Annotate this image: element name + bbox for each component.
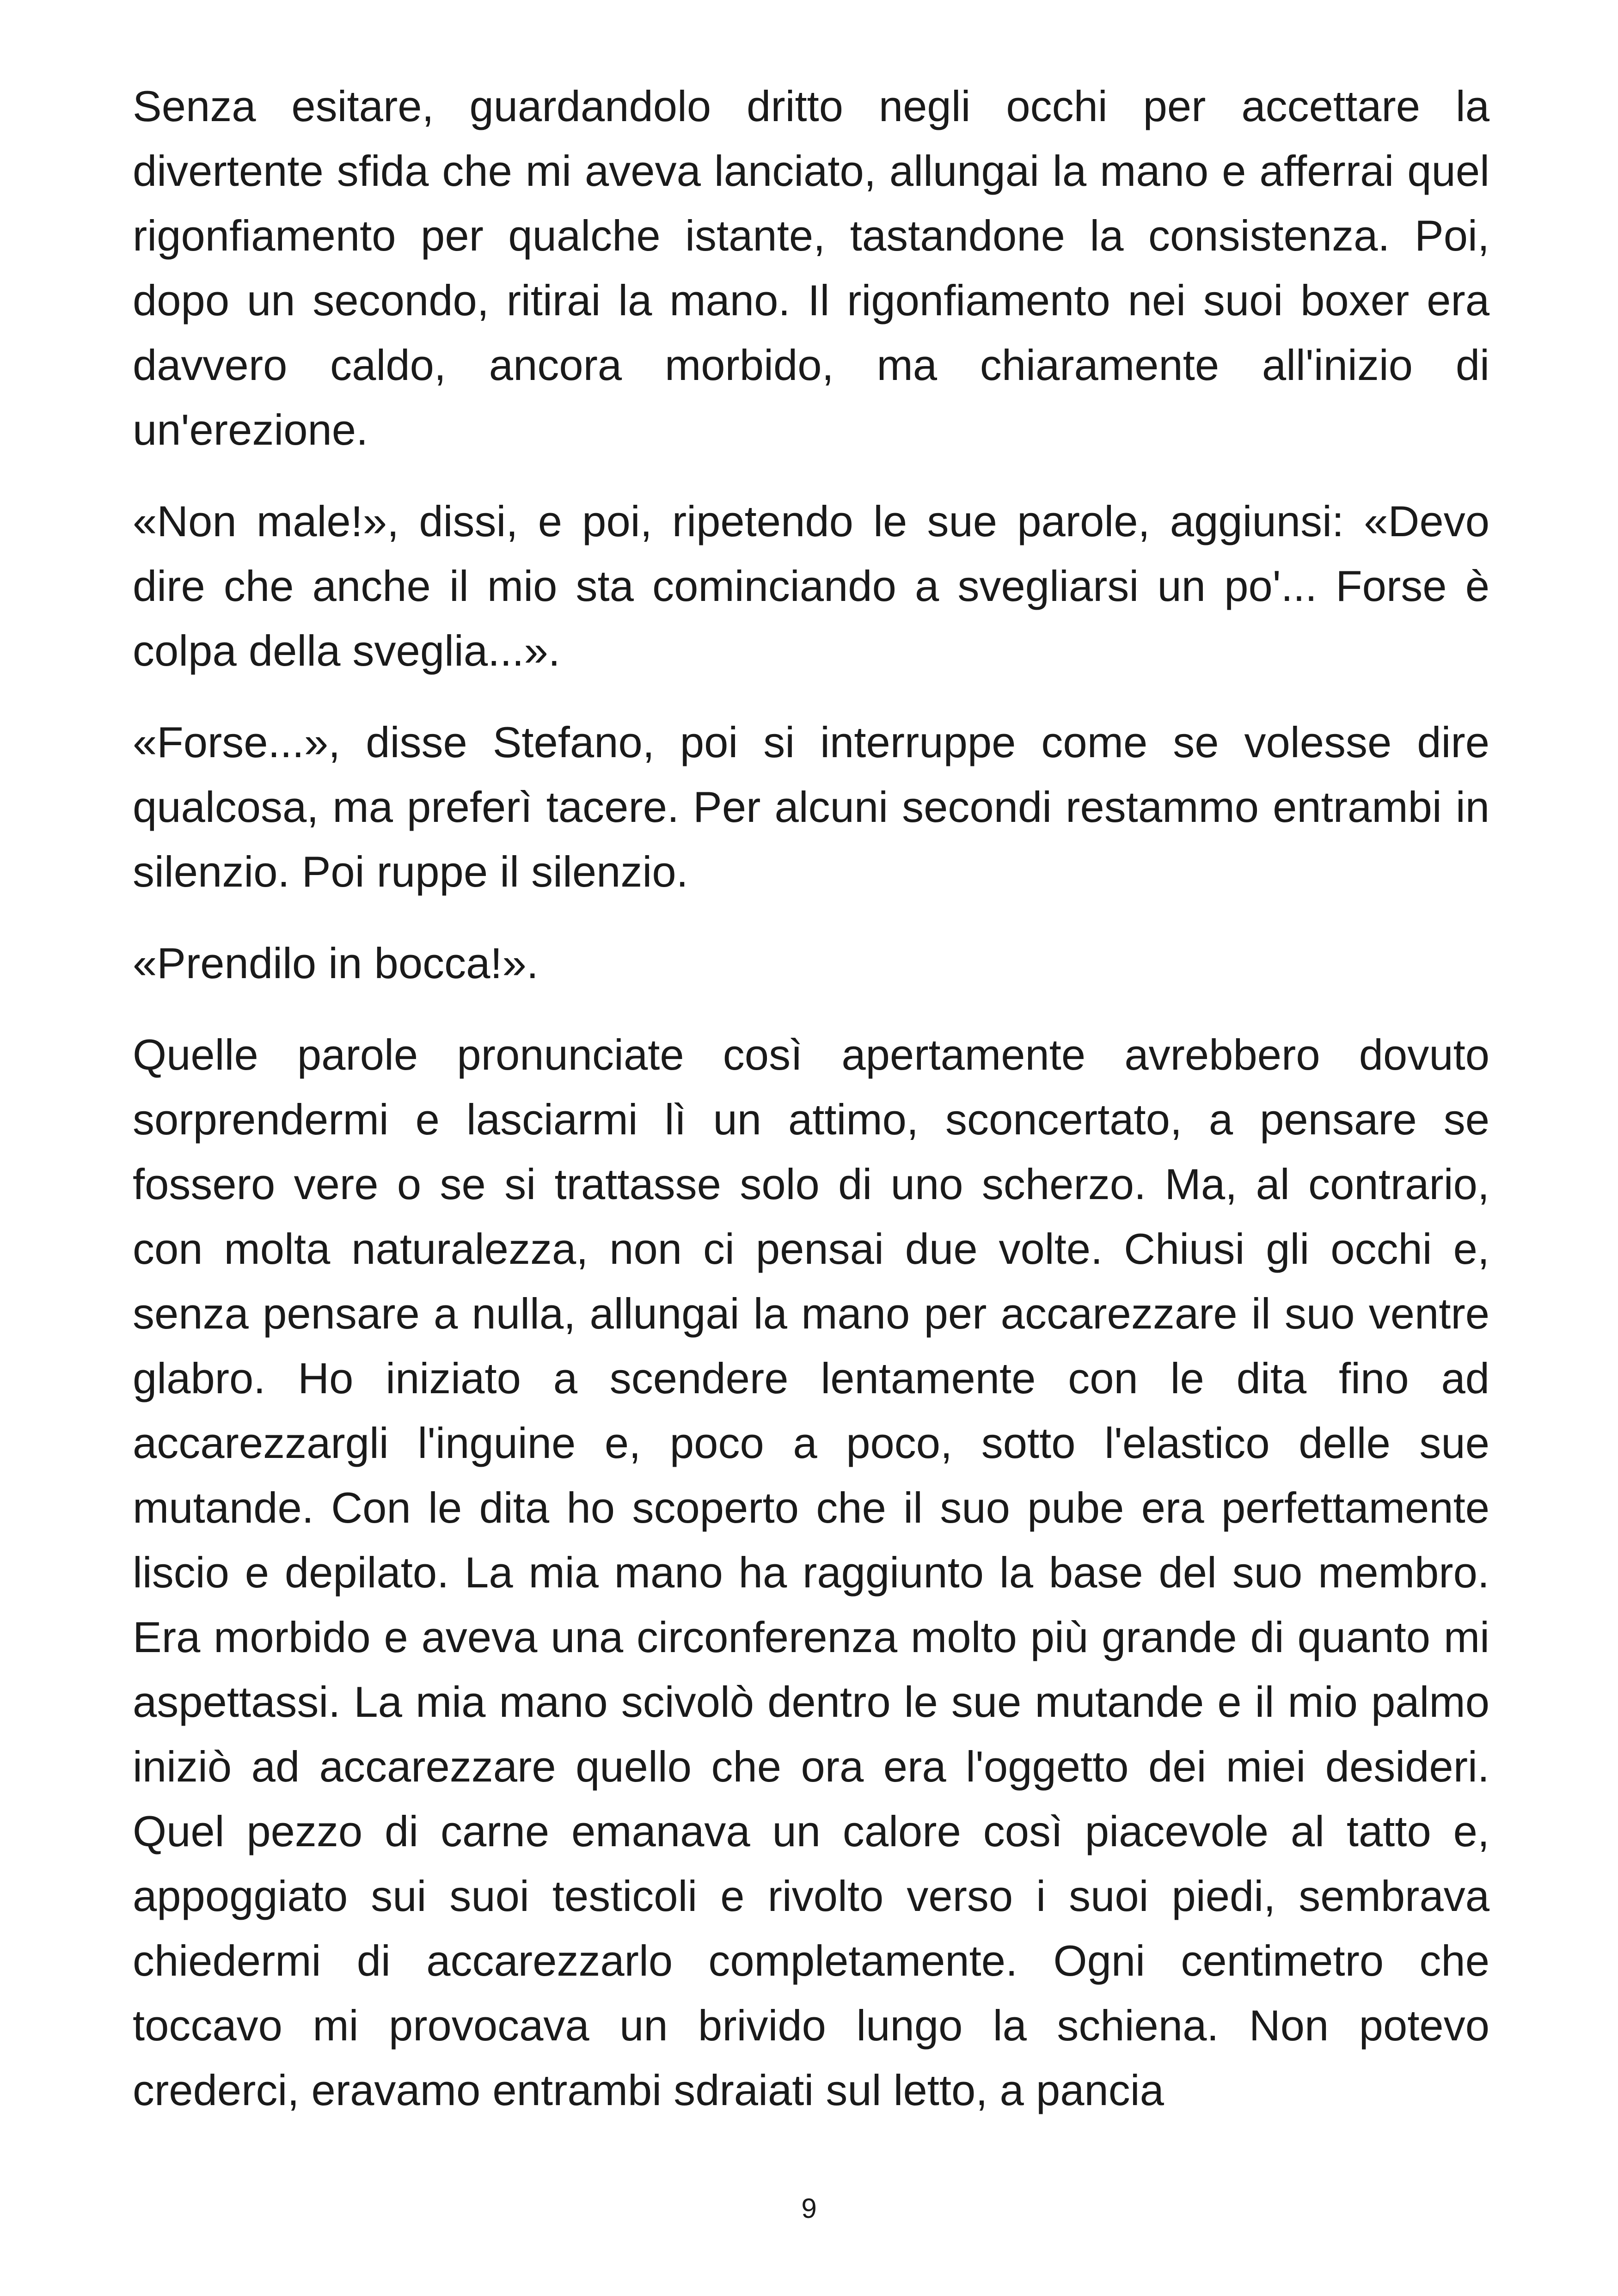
paragraph-1: Senza esitare, guardandolo dritto negli occhi per accettare la divertente sfida che mi aveva lanciato, allungai la mano e afferrai quel rigonfiamento per qualche istante, tastandone la consistenza. Poi, dopo un secondo, ritirai la mano. Il rigonfiamento nei suoi boxer era davvero caldo, ancora morbido, ma chiaramente all'inizio di un'erezione. [133, 82, 1489, 454]
page-number: 9 [801, 2193, 817, 2224]
paragraph-5: Quelle parole pronunciate così apertamente avrebbero dovuto sorprendermi e lasciarmi lì un attimo, sconcertato, a pensare se fossero vere o se si trattasse solo di uno scherzo. Ma, al contrario, con molta naturalezza, non ci pensai due volte. Chiusi gli occhi e, senza pensare a nulla, allungai la mano per accarezzare il suo ventre glabro. Ho iniziato a scendere lentamente con le dita fino ad accarezzargli l'inguine e, poco a poco, sotto l'elastico delle sue mutande. Con le dita ho scoperto che il suo pube era perfettamente liscio e depilato. La mia mano ha raggiunto la base del suo membro. Era morbido e aveva una circonferenza molto più grande di quanto mi aspettassi. La mia mano scivolò dentro le sue mutande e il mio palmo iniziò ad accarezzare quello che ora era l'oggetto dei miei desideri. Quel pezzo di carne emanava un calore così piacevole al tatto e, appoggiato sui suoi testicoli e rivolto verso i suoi piedi, sembrava chiedermi di accarezzarlo completamente. Ogni centimetro che toccavo mi provocava un brivido lungo la schiena. Non potevo crederci, eravamo entrambi sdraiati sul letto, a pancia [133, 1030, 1489, 2114]
paragraph-4: «Prendilo in bocca!». [133, 939, 539, 987]
paragraph-2: «Non male!», dissi, e poi, ripetendo le sue parole, aggiunsi: «Devo dire che anche il mio sta cominciando a svegliarsi un po'... Forse è colpa della sveglia...». [133, 497, 1489, 675]
body-text [133, 74, 1489, 2149]
paragraph-3: «Forse...», disse Stefano, poi si interruppe come se volesse dire qualcosa, ma preferì tacere. Per alcuni secondi restammo entrambi in silenzio. Poi ruppe il silenzio. [133, 718, 1489, 896]
